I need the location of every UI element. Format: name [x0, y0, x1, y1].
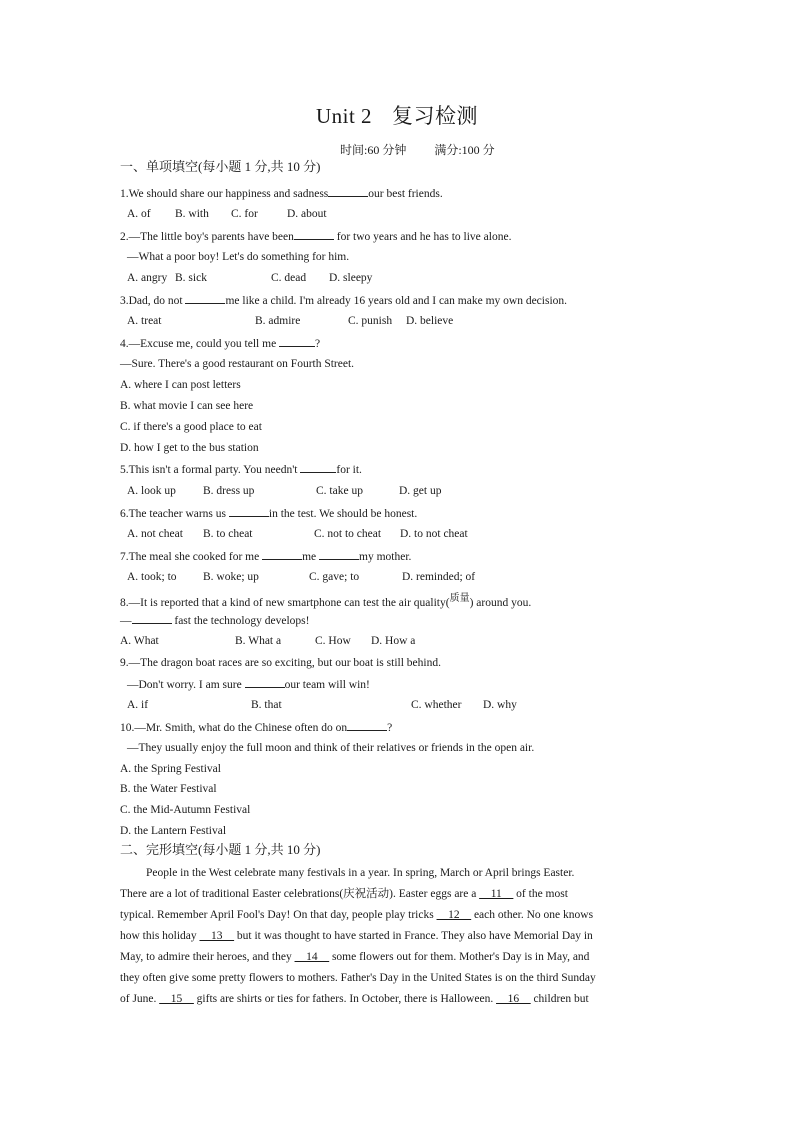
option-c[interactable]: C. take up [316, 485, 363, 497]
question-2-options [127, 271, 372, 285]
question-1-stem: 1.We should share our happiness and sadness our best friends. [120, 188, 443, 200]
option-c[interactable]: C. not to cheat [314, 528, 382, 540]
passage-line: how this holiday __13__ but it was thought to have started in France. They also have Memorial Day in [120, 930, 593, 942]
question-9-options [127, 698, 517, 712]
option-c[interactable]: C. punish [348, 315, 393, 327]
option-c[interactable]: C. dead [271, 272, 307, 284]
section1-heading: 一、单项填空(每小题 1 分,共 10 分) [120, 159, 321, 174]
question-4-option-d[interactable]: D. how I get to the bus station [120, 442, 259, 454]
question-9-dialogue: —Don't worry. I am sure our team will win! [127, 679, 370, 691]
passage-line: There are a lot of traditional Easter celebrations(庆祝活动). Easter eggs are a __11__ of the most [120, 888, 568, 900]
title-text: 复习检测 [392, 104, 479, 128]
question-4-option-b[interactable]: B. what movie I can see here [120, 400, 254, 412]
option-b[interactable]: B. admire [255, 315, 301, 327]
cloze-blank-16[interactable]: __16__ [496, 993, 531, 1005]
question-4-option-c[interactable]: C. if there's a good place to eat [120, 421, 262, 433]
full-score: 满分:100 分 [434, 143, 495, 157]
question-7-stem: 7.The meal she cooked for me me my mother. [120, 551, 412, 563]
question-10-option-c[interactable]: C. the Mid-Autumn Festival [120, 804, 251, 816]
question-4-option-a[interactable]: A. where I can post letters [120, 379, 241, 391]
option-a[interactable]: A. What [120, 635, 159, 647]
time-limit: 时间:60 分钟 [340, 143, 407, 157]
question-6-options [127, 527, 468, 541]
question-2-dialogue: —What a poor boy! Let's do something for him. [127, 251, 350, 263]
cloze-blank-11[interactable]: __11__ [479, 888, 514, 900]
passage-line: they often give some pretty flowers to mothers. Father's Day in the United States is on the third Sunday [120, 972, 596, 984]
question-9-stem: 9.—The dragon boat races are so exciting, but our boat is still behind. [120, 657, 441, 669]
question-4-dialogue: —Sure. There's a good restaurant on Fourth Street. [120, 358, 355, 370]
question-10-dialogue: —They usually enjoy the full moon and think of their relatives or friends in the open air. [127, 742, 535, 754]
answer-blank[interactable] [132, 613, 172, 624]
question-3-options [127, 314, 453, 328]
question-3-stem: 3.Dad, do not me like a child. I'm already 16 years old and I can make my own decision. [120, 295, 568, 307]
passage-line: of June. __15__ gifts are shirts or ties for fathers. In October, there is Halloween. __16__ children but [120, 993, 589, 1005]
option-c[interactable]: C. gave; to [309, 571, 360, 583]
cloze-blank-12[interactable]: __12__ [436, 909, 472, 921]
unit-label: Unit 2 [315, 104, 373, 128]
answer-blank[interactable] [328, 186, 368, 197]
option-c[interactable]: C. whether [411, 699, 462, 711]
section2-heading: 二、完形填空(每小题 1 分,共 10 分) [120, 842, 321, 857]
answer-blank[interactable] [229, 506, 269, 517]
option-b[interactable]: B. woke; up [203, 571, 259, 583]
cloze-blank-15[interactable]: __15__ [159, 993, 194, 1005]
answer-blank[interactable] [294, 229, 334, 240]
answer-blank[interactable] [245, 677, 285, 688]
option-b[interactable]: B. with [175, 208, 209, 220]
question-8-options [120, 634, 415, 648]
option-a[interactable]: A. of [127, 208, 151, 220]
option-a[interactable]: A. took; to [127, 571, 177, 583]
option-a[interactable]: A. look up [127, 485, 176, 497]
cloze-passage [120, 863, 676, 1010]
exam-meta [340, 141, 495, 158]
answer-blank[interactable] [319, 549, 359, 560]
option-c[interactable]: C. How [315, 635, 351, 647]
question-8-dialogue: — fast the technology develops! [120, 615, 310, 627]
option-b[interactable]: B. dress up [203, 485, 255, 497]
option-c[interactable]: C. for [231, 208, 258, 220]
cloze-blank-14[interactable]: __14__ [294, 951, 330, 963]
option-d[interactable]: D. reminded; of [402, 571, 476, 583]
option-a[interactable]: A. if [127, 699, 149, 711]
page-title [0, 100, 794, 130]
option-b[interactable]: B. What a [235, 635, 282, 647]
option-a[interactable]: A. angry [127, 272, 168, 284]
passage-line: typical. Remember April Fool's Day! On that day, people play tricks __12__ each other. No one knows [120, 909, 594, 921]
answer-blank[interactable] [300, 462, 336, 473]
question-10-option-b[interactable]: B. the Water Festival [120, 783, 217, 795]
question-1-options [127, 207, 327, 221]
answer-blank[interactable] [347, 720, 387, 731]
option-d[interactable]: D. get up [399, 485, 442, 497]
question-4-stem: 4.—Excuse me, could you tell me ? [120, 338, 321, 350]
option-b[interactable]: B. to cheat [203, 528, 253, 540]
option-a[interactable]: A. not cheat [127, 528, 183, 540]
question-10-stem: 10.—Mr. Smith, what do the Chinese often do on ? [120, 722, 393, 734]
option-d[interactable]: D. to not cheat [400, 528, 468, 540]
question-5-stem: 5.This isn't a formal party. You needn't for it. [120, 464, 362, 476]
option-b[interactable]: B. sick [175, 272, 207, 284]
question-5-options [127, 484, 441, 498]
answer-blank[interactable] [185, 293, 225, 304]
option-d[interactable]: D. why [483, 699, 517, 711]
option-d[interactable]: D. about [287, 208, 327, 220]
option-d[interactable]: D. believe [406, 315, 454, 327]
option-b[interactable]: B. that [251, 699, 282, 711]
question-10-option-d[interactable]: D. the Lantern Festival [120, 825, 227, 837]
cloze-blank-13[interactable]: __13__ [199, 930, 235, 942]
question-2-stem: 2.—The little boy's parents have been for two years and he has to live alone. [120, 231, 512, 243]
option-d[interactable]: D. sleepy [329, 272, 373, 284]
option-d[interactable]: D. How a [371, 635, 416, 647]
question-7-options [127, 570, 475, 584]
question-6-stem: 6.The teacher warns us in the test. We should be honest. [120, 508, 418, 520]
question-10-option-a[interactable]: A. the Spring Festival [120, 763, 221, 775]
passage-line: May, to admire their heroes, and they __14__ some flowers out for them. Mother's Day is in May, and [120, 951, 590, 963]
passage-line: People in the West celebrate many festivals in a year. In spring, March or April brings Easter. [146, 867, 575, 879]
answer-blank[interactable] [262, 549, 302, 560]
option-a[interactable]: A. treat [127, 315, 162, 327]
question-8-stem: 8.—It is reported that a kind of new smartphone can test the air quality($^{质量}$) around you. [120, 593, 532, 609]
answer-blank[interactable] [279, 336, 315, 347]
